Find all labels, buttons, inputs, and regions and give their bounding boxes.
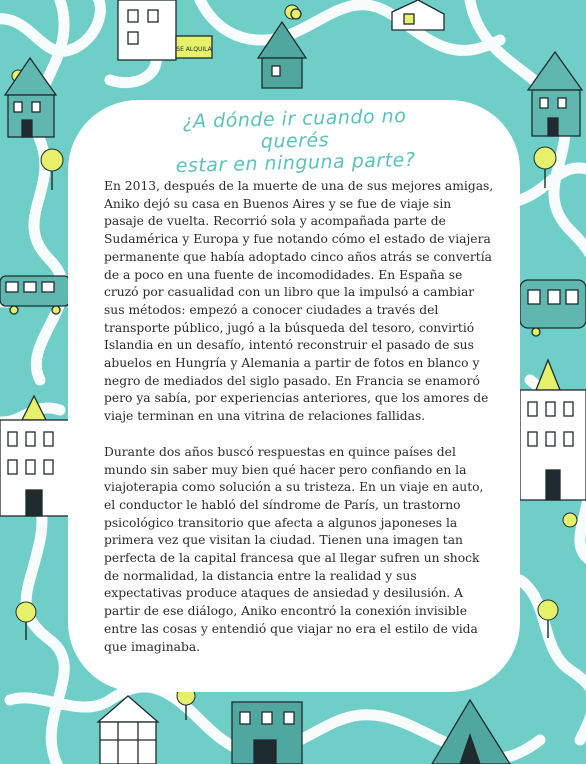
for-rent-sign: SE ALQUILA — [176, 46, 212, 53]
heading-line-1: ¿A dónde ir cuando no querés — [182, 105, 407, 153]
heading-line-2: estar en ninguna parte? — [175, 148, 416, 178]
page-heading — [149, 104, 441, 178]
body-text — [104, 178, 494, 656]
paragraph-2: Durante dos años buscó respuestas en quince países del mundo sin saber muy bien qué hacer pero confiando en la viajoterapia como solución a su tristeza. En un viaje en auto, el conductor le habló del síndrome de París, un trastorno psicológico transitorio que afecta a algunos japoneses la primera vez que visitan la ciudad. Tienen una imagen tan perfecta de la capital francesa que al llegar sufren un shock de normalidad, la distancia entre la realidad y sus expectativas produce ataques de ansiedad y desilusión. A partir de ese diálogo, Aniko encontró la conexión invisible entre las cosas y entendió que viajar no era el estilo de vida que imaginaba. — [104, 444, 484, 654]
paragraph-1: En 2013, después de la muerte de una de sus mejores amigas, Aniko dejó su casa en Buenos Aires y se fue de viaje sin pasaje de vuelta. Recorrió sola y acompañada parte de Sudamérica y Europa y fue notando cómo el estado de viajera permanente que había adoptado cinco años atrás se convertía de a poco en una fuente de incomodidades. En España se cruzó por casualidad con un libro que la impulsó a cambiar sus métodos: empezó a conocer ciudades a través del transporte público, jugó a la búsqueda del tesoro, convirtió Islandia en un desafío, intentó reconstruir el pasado de sus abuelos en Hungría y Alemania a partir de fotos en blanco y negro de mediados del siglo pasado. En Francia se enamoró pero ya sabía, por experiencias anteriores, que los amores de viaje terminan en una vitrina de relaciones fallidas. — [104, 179, 494, 424]
